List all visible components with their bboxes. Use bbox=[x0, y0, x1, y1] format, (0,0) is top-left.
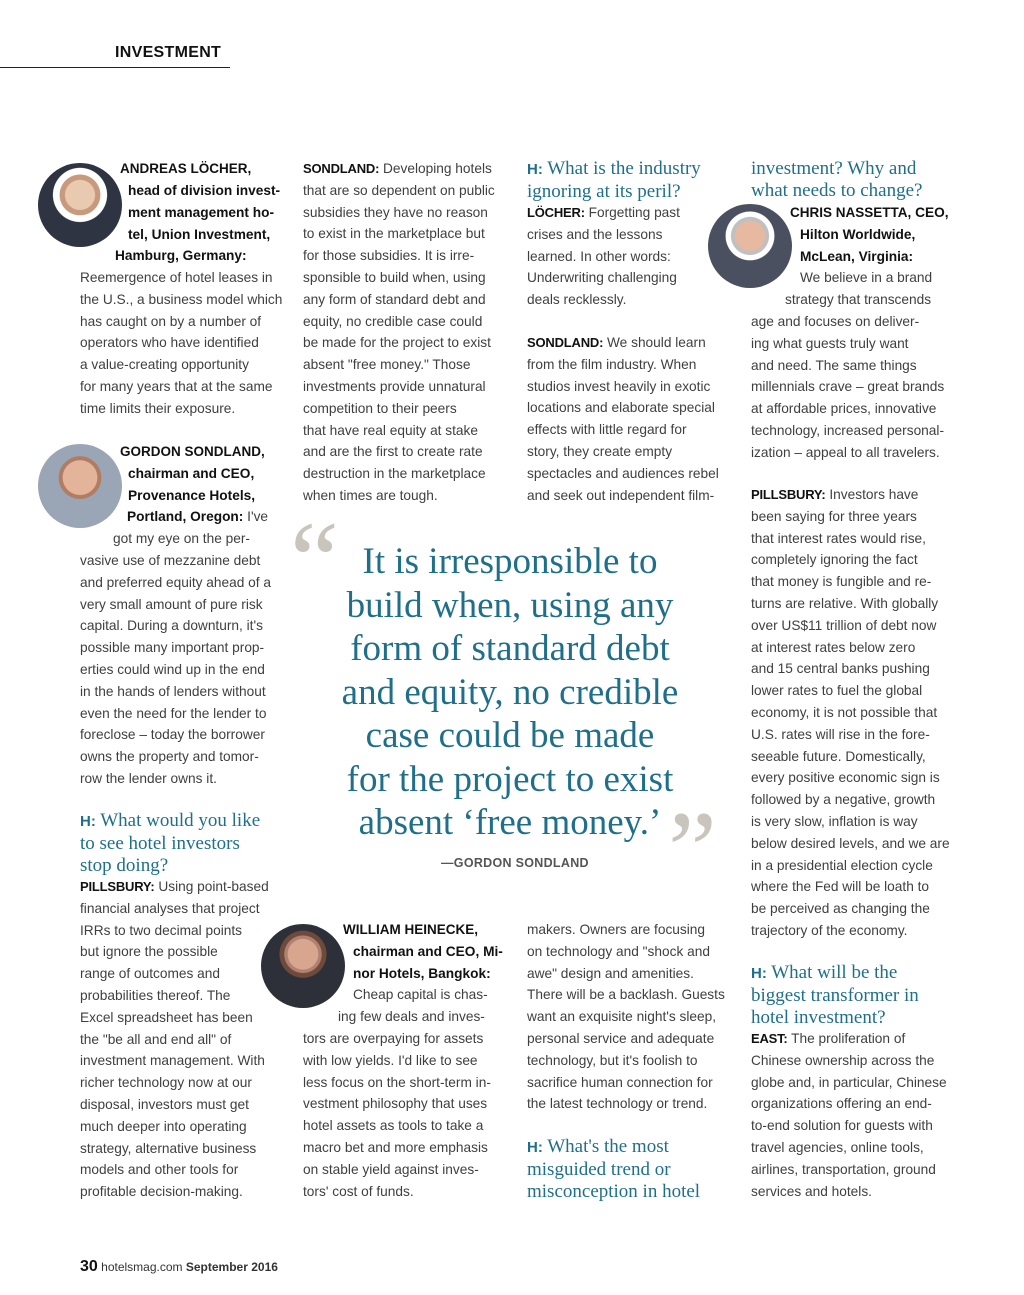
body-line: Developing hotels bbox=[383, 161, 492, 176]
nassetta-title-line: McLean, Virginia: bbox=[800, 248, 914, 264]
question-line: stop doing? bbox=[80, 855, 169, 876]
sondland-header bbox=[120, 441, 290, 506]
body-line: studios invest heavily in exotic bbox=[527, 378, 711, 394]
body-line: tors' cost of funds. bbox=[303, 1183, 414, 1199]
body-line: in the hands of lenders without bbox=[80, 683, 266, 699]
pillsbury-answer-2 bbox=[751, 484, 971, 942]
question-line: what needs to change? bbox=[751, 180, 923, 201]
body-line: sacrifice human connection for bbox=[527, 1074, 713, 1090]
sondland-answer bbox=[80, 550, 295, 790]
body-line: and preferred equity ahead of a bbox=[80, 574, 272, 590]
body-line: Excel spreadsheet has been bbox=[80, 1009, 253, 1025]
heinecke-answer bbox=[303, 1028, 518, 1202]
body-line: on technology and "shock and bbox=[527, 943, 710, 959]
body-line: probabilities thereof. The bbox=[80, 987, 231, 1003]
body-line: financial analyses that project bbox=[80, 900, 260, 916]
question-line: hotel investment? bbox=[751, 1007, 886, 1028]
body-line: ization – appeal to all travelers. bbox=[751, 444, 940, 460]
body-line: where the Fed will be loath to bbox=[751, 879, 930, 895]
body-line: when times are tough. bbox=[303, 487, 438, 503]
pull-quote-line: absent ‘free money.’ bbox=[358, 802, 662, 843]
locher-header bbox=[120, 158, 290, 180]
body-line: seeable future. Domestically, bbox=[751, 748, 926, 764]
body-line: capital. During a downturn, it's bbox=[80, 618, 263, 634]
body-line: to-end solution for guests with bbox=[751, 1118, 933, 1134]
body-line: equity, no credible case could bbox=[303, 313, 483, 329]
question-line: misguided trend or bbox=[527, 1159, 671, 1180]
body-line: turns are relative. With globally bbox=[751, 595, 939, 611]
question-line: to see hotel investors bbox=[80, 833, 240, 854]
nassetta-answer-indent bbox=[785, 289, 975, 311]
body-line: ing what guests truly want bbox=[751, 335, 909, 351]
locher-answer-2 bbox=[527, 202, 737, 311]
pull-quote-line: form of standard debt bbox=[350, 628, 670, 669]
body-line: want an exquisite night's sleep, bbox=[527, 1009, 717, 1025]
body-line: services and hotels. bbox=[751, 1183, 872, 1199]
locher-title-line: ment management ho- bbox=[128, 204, 275, 220]
heinecke-header bbox=[343, 919, 513, 1006]
speaker-label: LÖCHER: bbox=[527, 205, 585, 220]
speaker-label: PILLSBURY: bbox=[80, 879, 155, 894]
body-line: that interest rates would rise, bbox=[751, 530, 926, 546]
speaker-label: SONDLAND: bbox=[527, 335, 604, 350]
heinecke-title-line: chairman and CEO, Mi- bbox=[353, 943, 503, 959]
body-line: the latest technology or trend. bbox=[527, 1096, 708, 1112]
body-line: lower rates to fuel the global bbox=[751, 683, 923, 699]
body-line: and are the first to create rate bbox=[303, 444, 483, 460]
body-line: models and other tools for bbox=[80, 1162, 239, 1178]
pillsbury-answer-1 bbox=[80, 876, 295, 1203]
body-line: personal service and adequate bbox=[527, 1030, 715, 1046]
body-line: makers. Owners are focusing bbox=[527, 922, 706, 937]
body-line: Forgetting past bbox=[588, 205, 680, 220]
body-line: possible many important prop- bbox=[80, 640, 265, 656]
body-line: very small amount of pure risk bbox=[80, 596, 263, 612]
question-line: What would you like bbox=[100, 810, 261, 831]
locher-title-last bbox=[115, 245, 285, 267]
body-line: destruction in the marketplace bbox=[303, 466, 486, 482]
body-line: vasive use of mezzanine debt bbox=[80, 553, 261, 568]
body-line: absent "free money." Those bbox=[303, 357, 471, 373]
body-line: technology, but it's foolish to bbox=[527, 1052, 698, 1068]
body-line: less focus on the short-term in- bbox=[303, 1074, 491, 1090]
body-line: hotel assets as tools to take a bbox=[303, 1118, 484, 1134]
body-line: travel agencies, online tools, bbox=[751, 1139, 924, 1155]
question-heading-stop-doing bbox=[80, 810, 290, 877]
heinecke-answer-indent bbox=[338, 1006, 518, 1028]
body-line: vestment philosophy that uses bbox=[303, 1096, 488, 1112]
body-line: I've bbox=[247, 509, 269, 524]
body-line: millennials crave – great brands bbox=[751, 379, 945, 395]
footer-site: hotelsmag.com bbox=[101, 1260, 183, 1274]
body-line: Chinese ownership across the bbox=[751, 1052, 935, 1068]
pull-quote-line: case could be made bbox=[365, 715, 655, 756]
sondland-answer-3-cont bbox=[527, 919, 742, 1115]
nassetta-title-line: Hilton Worldwide, bbox=[800, 226, 916, 242]
body-line: that are so dependent on public bbox=[303, 182, 495, 198]
body-line: row the lender owns it. bbox=[80, 770, 217, 786]
body-line: range of outcomes and bbox=[80, 966, 221, 982]
body-line: over US$11 trillion of debt now bbox=[751, 617, 937, 633]
body-line: be perceived as changing the bbox=[751, 901, 930, 917]
locher-answer bbox=[80, 267, 290, 420]
body-line: erties could wind up in the end bbox=[80, 661, 265, 677]
body-line: with low yields. I'd like to see bbox=[303, 1052, 478, 1068]
body-line: We should learn bbox=[607, 335, 706, 350]
body-line: locations and elaborate special bbox=[527, 400, 715, 416]
body-line: and need. The same things bbox=[751, 357, 917, 373]
page-footer bbox=[80, 1258, 278, 1276]
body-line: effects with little regard for bbox=[527, 422, 687, 438]
body-line: disposal, investors must get bbox=[80, 1096, 249, 1112]
question-heading-transformer bbox=[751, 962, 971, 1029]
nassetta-answer bbox=[751, 311, 971, 464]
question-line: What's the most bbox=[547, 1136, 669, 1157]
pull-quote-line: and equity, no credible bbox=[341, 671, 679, 713]
body-line: has caught on by a number of bbox=[80, 313, 262, 329]
footer-date: September 2016 bbox=[185, 1260, 278, 1274]
speaker-label: SONDLAND: bbox=[303, 161, 380, 176]
body-line: that money is fungible and re- bbox=[751, 574, 932, 590]
east-answer bbox=[751, 1028, 971, 1202]
pull-quote bbox=[290, 540, 730, 845]
body-line: Reemergence of hotel leases in bbox=[80, 270, 273, 285]
body-line: and seek out independent film- bbox=[527, 487, 715, 503]
sondland-answer-indent bbox=[113, 528, 293, 550]
heinecke-title-line: nor Hotels, Bangkok: bbox=[353, 965, 491, 981]
locher-title bbox=[128, 180, 288, 245]
body-line: even the need for the lender to bbox=[80, 705, 267, 721]
question-heading-change-cont bbox=[751, 158, 971, 202]
sondland-title-line: chairman and CEO, bbox=[128, 465, 255, 481]
question-prefix: H: bbox=[527, 161, 543, 178]
question-line: biggest transformer in bbox=[751, 985, 919, 1006]
pull-quote-line: It is irresponsible to bbox=[362, 541, 658, 582]
question-line: ignoring at its peril? bbox=[527, 181, 681, 202]
pull-quote-attribution: —GORDON SONDLAND bbox=[441, 856, 589, 870]
body-line: Underwriting challenging bbox=[527, 270, 677, 286]
locher-title-line: tel, Union Investment, bbox=[128, 226, 271, 242]
body-line: investments provide unnatural bbox=[303, 378, 486, 394]
question-line: investment? Why and bbox=[751, 158, 917, 179]
body-line: Cheap capital is chas- bbox=[353, 987, 488, 1003]
body-line: profitable decision-making. bbox=[80, 1184, 243, 1200]
body-line: Using point-based bbox=[158, 879, 269, 894]
body-line: followed by a negative, growth bbox=[751, 792, 936, 808]
body-line: The proliferation of bbox=[791, 1031, 906, 1046]
body-line: We believe in a brand bbox=[800, 270, 933, 286]
body-line: U.S. rates will rise in the fore- bbox=[751, 726, 930, 742]
body-line: to exist in the marketplace but bbox=[303, 226, 485, 242]
body-line: spectacles and audiences rebel bbox=[527, 465, 719, 481]
locher-title-line: head of division invest- bbox=[128, 183, 281, 198]
sondland-title-last bbox=[127, 506, 297, 528]
body-line: a value-creating opportunity bbox=[80, 357, 249, 373]
body-line: richer technology now at our bbox=[80, 1075, 252, 1091]
question-line: What is the industry bbox=[547, 158, 701, 179]
body-line: sponsible to build when, using bbox=[303, 269, 486, 285]
body-line: IRRs to two decimal points bbox=[80, 922, 243, 938]
body-line: deals recklessly. bbox=[527, 292, 627, 308]
body-line: been saying for three years bbox=[751, 508, 917, 524]
body-line: be made for the project to exist bbox=[303, 335, 491, 351]
body-line: for many years that at the same bbox=[80, 378, 273, 394]
pull-quote-line: build when, using any bbox=[346, 584, 674, 626]
body-line: any form of standard debt and bbox=[303, 291, 486, 307]
body-line: investment management. With bbox=[80, 1053, 265, 1069]
body-line: at affordable prices, innovative bbox=[751, 401, 937, 417]
sondland-photo bbox=[38, 444, 122, 528]
body-line: much deeper into operating bbox=[80, 1118, 247, 1134]
locher-title-line: Hamburg, Germany: bbox=[115, 248, 247, 263]
body-line: that have real equity at stake bbox=[303, 422, 479, 438]
body-line: got my eye on the per- bbox=[113, 531, 250, 546]
question-heading-misguided bbox=[527, 1136, 737, 1203]
body-line: and 15 central banks pushing bbox=[751, 661, 930, 677]
body-line: awe" design and amenities. bbox=[527, 965, 694, 981]
sondland-title-line: Provenance Hotels, bbox=[128, 487, 256, 503]
body-line: There will be a backlash. Guests bbox=[527, 987, 725, 1003]
question-prefix: H: bbox=[527, 1139, 543, 1156]
sondland-answer-2 bbox=[303, 158, 513, 507]
body-line: completely ignoring the fact bbox=[751, 552, 918, 568]
body-line: crises and the lessons bbox=[527, 226, 663, 242]
question-heading-peril bbox=[527, 158, 737, 203]
speaker-label: EAST: bbox=[751, 1031, 788, 1046]
question-prefix: H: bbox=[80, 813, 96, 830]
pull-quote-line: for the project to exist bbox=[346, 758, 674, 800]
question-line: What will be the bbox=[771, 962, 898, 983]
body-line: owns the property and tomor- bbox=[80, 749, 259, 765]
sondland-name: GORDON SONDLAND, bbox=[120, 444, 265, 459]
heinecke-name: WILLIAM HEINECKE, bbox=[343, 922, 478, 937]
body-line: below desired levels, and we are bbox=[751, 835, 950, 851]
body-line: technology, increased personal- bbox=[751, 422, 945, 438]
body-line: strategy that transcends bbox=[785, 292, 932, 307]
body-line: story, they create empty bbox=[527, 443, 673, 459]
body-line: trajectory of the economy. bbox=[751, 922, 908, 938]
sondland-title-line: Portland, Oregon: bbox=[127, 509, 244, 524]
section-rule bbox=[0, 67, 230, 68]
body-line: is very slow, inflation is way bbox=[751, 813, 918, 829]
body-line: age and focuses on deliver- bbox=[751, 314, 920, 329]
open-quote-mark: “ bbox=[290, 499, 339, 621]
section-label: INVESTMENT bbox=[115, 44, 222, 61]
body-line: but ignore the possible bbox=[80, 944, 218, 960]
body-line: learned. In other words: bbox=[527, 248, 671, 264]
speaker-label: PILLSBURY: bbox=[751, 487, 826, 502]
body-line: operators who have identified bbox=[80, 335, 259, 351]
close-quote-mark: ” bbox=[668, 789, 717, 911]
body-line: airlines, transportation, ground bbox=[751, 1161, 936, 1177]
body-line: at interest rates below zero bbox=[751, 639, 916, 655]
nassetta-name: CHRIS NASSETTA, bbox=[790, 205, 912, 220]
body-line: in a presidential election cycle bbox=[751, 857, 933, 873]
locher-name: ANDREAS LÖCHER, bbox=[120, 161, 252, 176]
sondland-answer-3 bbox=[527, 332, 742, 506]
body-line: for those subsidies. It is irre- bbox=[303, 248, 475, 264]
question-prefix: H: bbox=[751, 965, 767, 982]
body-line: macro bet and more emphasis bbox=[303, 1139, 488, 1155]
page-number: 30 bbox=[80, 1258, 98, 1275]
nassetta-header bbox=[790, 202, 970, 289]
body-line: from the film industry. When bbox=[527, 356, 697, 372]
body-line: the U.S., a business model which bbox=[80, 291, 283, 307]
body-line: competition to their peers bbox=[303, 400, 457, 416]
body-line: economy, it is not possible that bbox=[751, 704, 938, 720]
body-line: organizations offering an end- bbox=[751, 1096, 932, 1112]
body-line: tors are overpaying for assets bbox=[303, 1031, 484, 1046]
body-line: subsidies they have no reason bbox=[303, 204, 488, 220]
body-line: globe and, in particular, Chinese bbox=[751, 1074, 947, 1090]
body-line: time limits their exposure. bbox=[80, 400, 236, 416]
body-line: the "be all and end all" of bbox=[80, 1031, 232, 1047]
locher-photo bbox=[38, 163, 122, 247]
nassetta-role: CEO, bbox=[915, 205, 949, 220]
body-line: Investors have bbox=[829, 487, 919, 502]
body-line: strategy, alternative business bbox=[80, 1140, 257, 1156]
body-line: every positive economic sign is bbox=[751, 770, 940, 786]
body-line: ing few deals and inves- bbox=[338, 1009, 485, 1024]
body-line: foreclose – today the borrower bbox=[80, 727, 265, 743]
question-line: misconception in hotel bbox=[527, 1181, 701, 1202]
body-line: on stable yield against inves- bbox=[303, 1161, 479, 1177]
